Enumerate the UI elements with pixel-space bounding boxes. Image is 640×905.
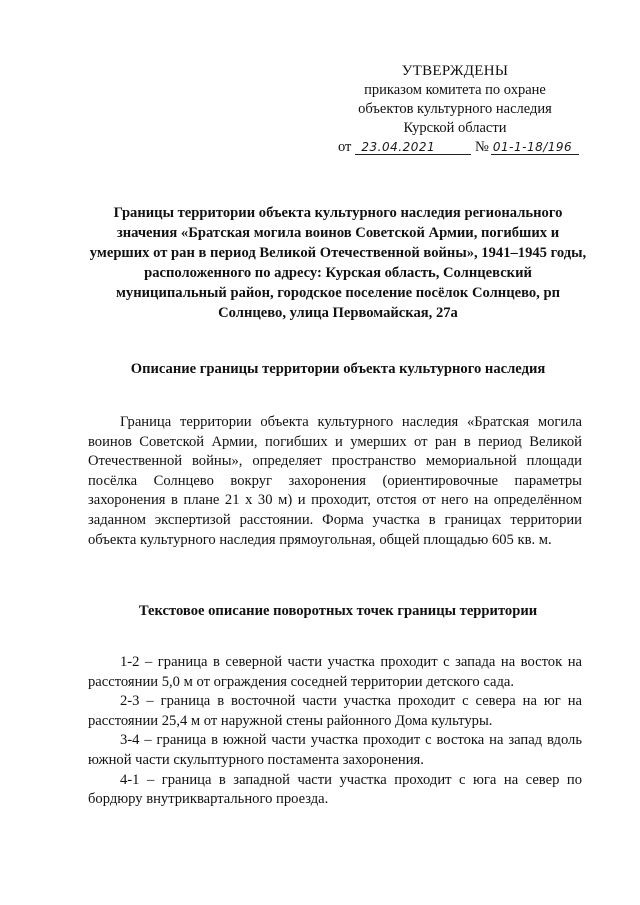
approval-number-field xyxy=(491,140,579,155)
number-prefix: № xyxy=(475,139,489,155)
boundary-description-text: Граница территории объекта культурного наследия «Братская могила воинов Советской Армии, погибших и умерших от ран в период Великой Отечественной войны», определяет пространство мемориальной площади посёлка Солнцево вокруг захоронения (ориентировочные параметры захоронения в плане 21 х 30 м) и проходит, отстоя от него на определённом заданном экспертизой расстоянии. Форма участка в границах территории объекта культурного наследия прямоугольная, общей площадью 605 кв. м. xyxy=(88,414,582,548)
approval-heading: УТВЕРЖДЕНЫ xyxy=(401,63,509,79)
approval-block xyxy=(330,62,580,157)
handwritten-date: 23.04.2021 xyxy=(361,140,436,154)
approval-date-field xyxy=(355,140,471,155)
section-heading-boundary-description: Описание границы территории объекта культурного наследия xyxy=(130,361,546,377)
approval-order-line: приказом комитета по охране xyxy=(364,82,546,98)
approval-region-line: Курской области xyxy=(403,120,507,136)
approval-date-number-line xyxy=(330,138,580,157)
date-prefix: от xyxy=(338,139,352,155)
turning-points-list xyxy=(88,653,582,810)
turning-point-item: 2-3 – граница в восточной части участка проходит с севера на юг на расстоянии 25,4 м от наружной стены районного Дома культуры. xyxy=(88,693,582,729)
section-heading-turning-points: Текстовое описание поворотных точек границы территории xyxy=(138,603,538,619)
turning-point-item: 3-4 – граница в южной части участка проходит с востока на запад вдоль южной части скульптурного постамента захоронения. xyxy=(88,732,582,768)
handwritten-number: 01-1-18/196 xyxy=(492,140,573,154)
turning-point-item: 1-2 – граница в северной части участка проходит с запада на восток на расстоянии 5,0 м от ограждения соседней территории детского сада. xyxy=(88,654,582,690)
turning-point-item: 4-1 – граница в западной части участка проходит с юга на север по бордюру внутриквартального проезда. xyxy=(88,771,582,808)
boundary-description-paragraph xyxy=(88,413,582,550)
document-title: Границы территории объекта культурного наследия регионального значения «Братская могила воинов Советской Армии, погибших и умерших от ран в период Великой Отечественной войны», 1941–1945 годы, расположенного по адресу: Курская область, Солнцевский муниципальный район, городское поселение посёлок Солнцево, рп Солнцево, улица Первомайская, 27а xyxy=(89,205,587,321)
approval-committee-line: объектов культурного наследия xyxy=(358,101,552,117)
